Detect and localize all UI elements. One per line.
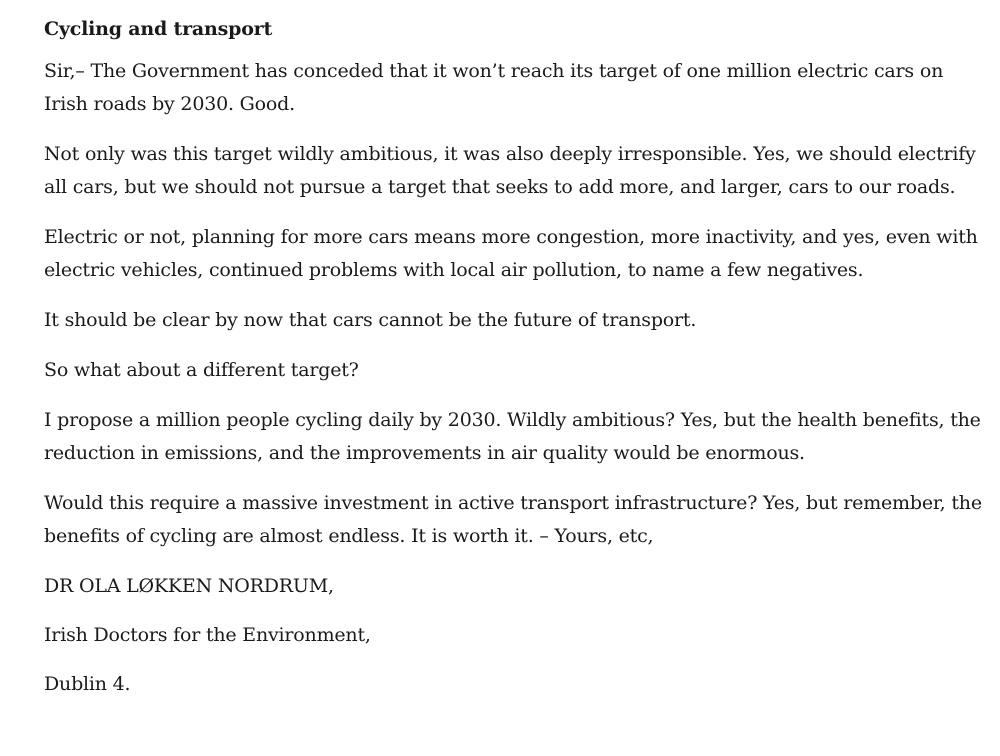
paragraph-7: Would this require a massive investment in active transport infrastructure? Yes, but remember, the benefits of cycling are almost endless. It is worth it. – Yours, etc, bbox=[44, 492, 982, 547]
paragraph-1: Sir,– The Government has conceded that it won’t reach its target of one million electric cars on Irish roads by 2030. Good. bbox=[44, 60, 944, 115]
paragraph-6: I propose a million people cycling daily by 2030. Wildly ambitious? Yes, but the health benefits, the reduction in emissions, and the improvements in air quality would be enormous. bbox=[44, 409, 981, 464]
letter-heading: Cycling and transport bbox=[44, 18, 273, 40]
letter bbox=[44, 14, 984, 717]
paragraph-5: So what about a different target? bbox=[44, 359, 359, 381]
signature-name: DR OLA LØKKEN NORDRUM, bbox=[44, 575, 334, 597]
paragraph-3: Electric or not, planning for more cars means more congestion, more inactivity, and yes, even with electric vehicles, continued problems with local air pollution, to name a few negatives. bbox=[44, 226, 978, 281]
signature-location: Dublin 4. bbox=[44, 673, 131, 695]
paragraph-4: It should be clear by now that cars cannot be the future of transport. bbox=[44, 309, 697, 331]
paragraph-2: Not only was this target wildly ambitious, it was also deeply irresponsible. Yes, we should electrify all cars, but we should not pursue a target that seeks to add more, and larger, cars to our roads. bbox=[44, 143, 976, 198]
signature-organisation: Irish Doctors for the Environment, bbox=[44, 624, 371, 646]
